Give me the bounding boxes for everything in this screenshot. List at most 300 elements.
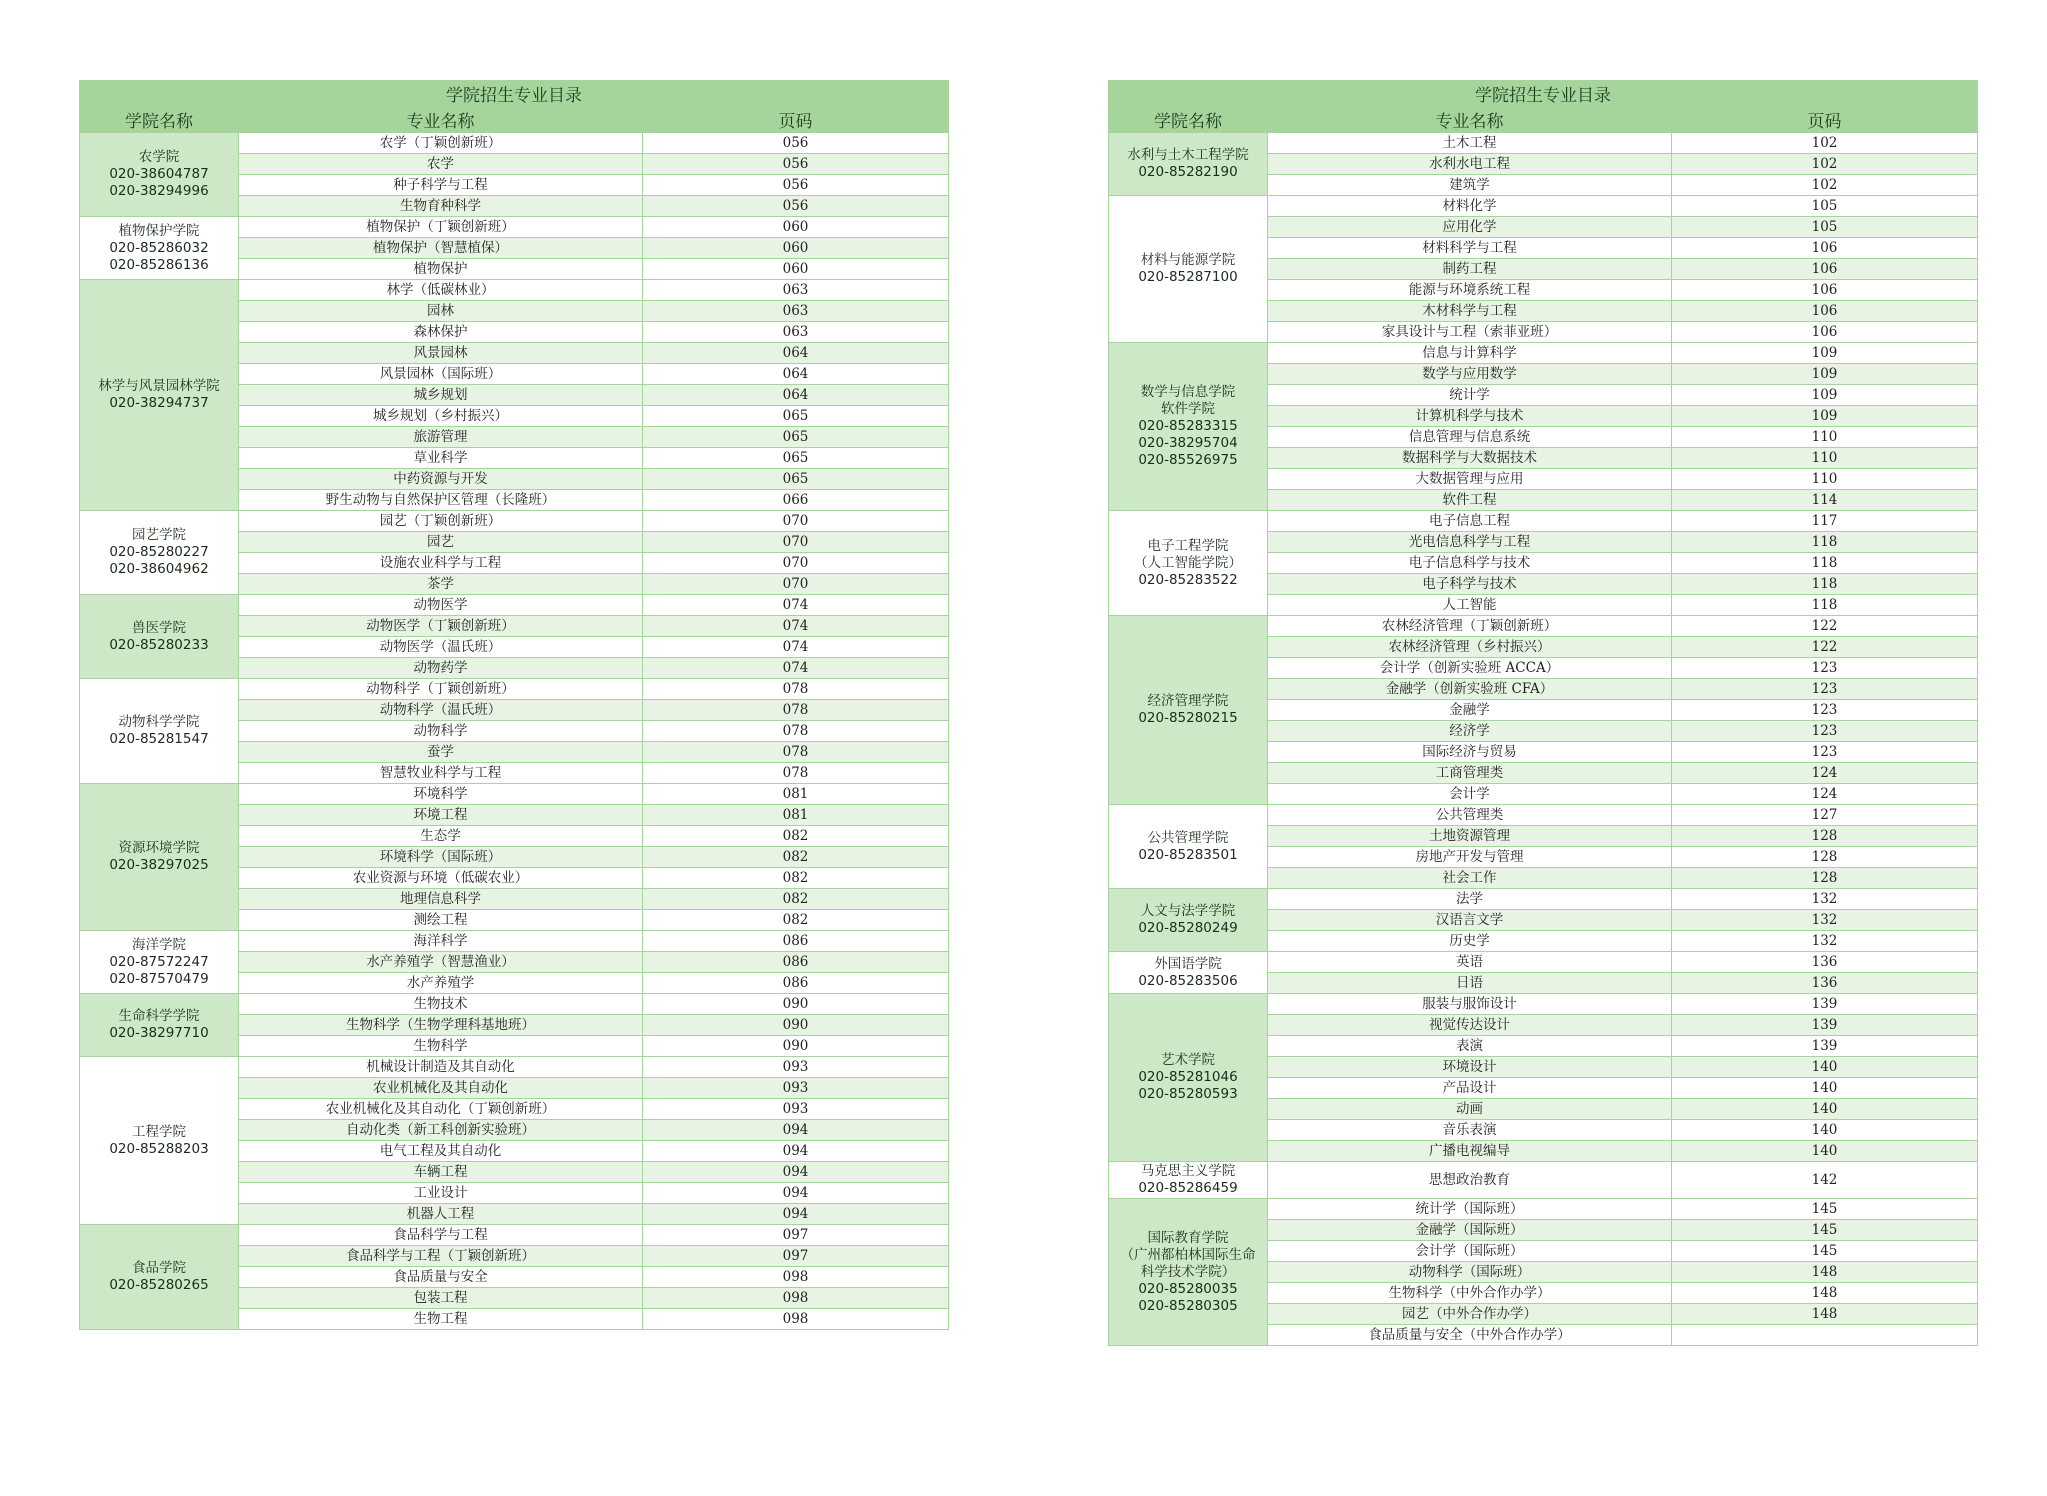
page-number: 056 (643, 154, 949, 175)
major-name: 国际经济与贸易 (1268, 742, 1672, 763)
major-name: 电子信息科学与技术 (1268, 553, 1672, 574)
major-name: 建筑学 (1268, 175, 1672, 196)
page-number: 082 (643, 826, 949, 847)
page-number: 145 (1672, 1199, 1978, 1220)
major-name: 智慧牧业科学与工程 (239, 763, 643, 784)
college-name: 农学院 (138, 149, 180, 165)
page-number: 097 (643, 1225, 949, 1246)
college-name: 国际教育学院 (1147, 1229, 1229, 1246)
table-row (1109, 511, 1978, 532)
table-row (80, 511, 949, 532)
major-name: 农林经济管理（乡村振兴） (1268, 637, 1672, 658)
major-name: 家具设计与工程（索菲亚班） (1268, 322, 1672, 343)
college-info-line: 020-85280215 (1138, 710, 1238, 726)
college-info-line: 020-85283506 (1138, 972, 1238, 989)
table-row (80, 133, 949, 154)
college-name: 动物科学学院 (118, 714, 200, 730)
major-name: 水产养殖学 (239, 973, 643, 994)
college-name: 兽医学院 (132, 619, 186, 636)
major-name: 风景园林（国际班） (239, 364, 643, 385)
major-name: 测绘工程 (239, 910, 643, 931)
page-number: 063 (643, 322, 949, 343)
page-number: 105 (1672, 217, 1978, 238)
college-cell (1109, 952, 1268, 994)
college-name: 外国语学院 (1154, 955, 1222, 972)
page-number: 140 (1672, 1099, 1978, 1120)
table-row (1109, 343, 1978, 364)
college-name: 公共管理学院 (1147, 829, 1229, 846)
major-name: 植物保护 (239, 259, 643, 280)
college-cell (1109, 1199, 1268, 1346)
page-number: 078 (643, 763, 949, 784)
page-number: 074 (643, 658, 949, 679)
page-number: 093 (643, 1078, 949, 1099)
college-cell (1109, 994, 1268, 1162)
college-cell (1109, 889, 1268, 952)
college-info-line: 020-87570479 (109, 970, 209, 987)
major-name: 动物医学（温氏班） (239, 637, 643, 658)
major-name: 海洋科学 (239, 931, 643, 952)
major-name: 城乡规划 (239, 385, 643, 406)
major-name: 音乐表演 (1268, 1120, 1672, 1141)
page-number: 094 (643, 1141, 949, 1162)
table-row (1109, 952, 1978, 973)
major-name: 农学（丁颖创新班） (239, 133, 643, 154)
page-number: 127 (1672, 805, 1978, 826)
college-info-line: 020-85526975 (1138, 452, 1238, 468)
major-name: 历史学 (1268, 931, 1672, 952)
header-major: 专业名称 (1268, 107, 1672, 133)
major-name: 产品设计 (1268, 1078, 1672, 1099)
major-name: 公共管理类 (1268, 805, 1672, 826)
major-name: 生态学 (239, 826, 643, 847)
page-number: 109 (1672, 364, 1978, 385)
college-info-line: 020-38294737 (109, 395, 209, 411)
table-row (1109, 196, 1978, 217)
major-name: 食品科学与工程 (239, 1225, 643, 1246)
table-row (1109, 1199, 1978, 1220)
table-row (1109, 994, 1978, 1015)
page-number: 128 (1672, 868, 1978, 889)
major-name: 动物科学 (239, 721, 643, 742)
catalog-title: 学院招生专业目录 (1109, 81, 1978, 107)
college-name: 资源环境学院 (118, 840, 200, 856)
college-info-line: 科学技术学院） (1140, 1263, 1236, 1280)
college-info-line: 020-85283522 (1138, 571, 1238, 588)
major-name: 园艺 (239, 532, 643, 553)
table-row (1109, 1162, 1978, 1199)
major-name: 动物药学 (239, 658, 643, 679)
major-name: 统计学 (1268, 385, 1672, 406)
page-number: 123 (1672, 700, 1978, 721)
right-catalog-panel (1108, 80, 1977, 1346)
major-name: 林学（低碳林业） (239, 280, 643, 301)
page-number: 094 (643, 1183, 949, 1204)
major-name: 电气工程及其自动化 (239, 1141, 643, 1162)
page-number: 097 (643, 1246, 949, 1267)
college-info-line: 020-85280035 (1138, 1280, 1238, 1297)
page-number: 094 (643, 1204, 949, 1225)
page-number: 093 (643, 1099, 949, 1120)
college-info-line: 020-38604787 (109, 166, 209, 182)
college-name: 生命科学学院 (118, 1008, 200, 1024)
college-info-line: 020-38297025 (109, 857, 209, 873)
major-name: 动物科学（丁颖创新班） (239, 679, 643, 700)
table-row (1109, 889, 1978, 910)
page-number: 109 (1672, 406, 1978, 427)
page-number: 122 (1672, 616, 1978, 637)
major-name: 汉语言文学 (1268, 910, 1672, 931)
college-info-line: 020-85280593 (1138, 1086, 1238, 1102)
college-name: 人文与法学学院 (1140, 903, 1236, 919)
page-number: 145 (1672, 1241, 1978, 1262)
page-number: 106 (1672, 259, 1978, 280)
college-cell (80, 511, 239, 595)
major-name: 动物科学（温氏班） (239, 700, 643, 721)
major-name: 车辆工程 (239, 1162, 643, 1183)
major-name: 木材科学与工程 (1268, 301, 1672, 322)
table-row (80, 931, 949, 952)
page-number: 098 (643, 1309, 949, 1330)
major-name: 农学 (239, 154, 643, 175)
page-number: 140 (1672, 1078, 1978, 1099)
header-college: 学院名称 (80, 107, 239, 133)
page-number: 142 (1672, 1162, 1978, 1199)
page-number: 145 (1672, 1220, 1978, 1241)
college-name: 马克思主义学院 (1140, 1163, 1236, 1179)
major-name: 森林保护 (239, 322, 643, 343)
page-number: 139 (1672, 994, 1978, 1015)
college-cell (80, 994, 239, 1057)
college-info-line: 020-85280265 (109, 1277, 209, 1293)
page-number: 140 (1672, 1120, 1978, 1141)
major-name: 工商管理类 (1268, 763, 1672, 784)
major-name: 能源与环境系统工程 (1268, 280, 1672, 301)
major-name: 野生动物与自然保护区管理（长隆班） (239, 490, 643, 511)
major-name: 包装工程 (239, 1288, 643, 1309)
header-college: 学院名称 (1109, 107, 1268, 133)
page-number: 122 (1672, 637, 1978, 658)
major-name: 法学 (1268, 889, 1672, 910)
table-row (80, 1057, 949, 1078)
major-name: 农业资源与环境（低碳农业） (239, 868, 643, 889)
major-name: 动物科学（国际班） (1268, 1262, 1672, 1283)
page-number: 078 (643, 742, 949, 763)
major-name: 生物工程 (239, 1309, 643, 1330)
college-cell (1109, 1162, 1268, 1199)
college-name: 园艺学院 (132, 527, 186, 543)
page-number: 118 (1672, 595, 1978, 616)
college-cell (80, 217, 239, 280)
college-cell (80, 784, 239, 931)
college-info-line: 020-85281547 (109, 731, 209, 747)
page-number: 094 (643, 1162, 949, 1183)
college-name: 电子工程学院 (1147, 537, 1229, 554)
page-number: 093 (643, 1057, 949, 1078)
major-name: 生物技术 (239, 994, 643, 1015)
major-name: 电子科学与技术 (1268, 574, 1672, 595)
major-name: 房地产开发与管理 (1268, 847, 1672, 868)
major-name: 信息与计算科学 (1268, 343, 1672, 364)
page-number: 063 (643, 301, 949, 322)
college-info-line: 020-87572247 (109, 953, 209, 970)
header-page: 页码 (643, 107, 949, 133)
page-number: 098 (643, 1288, 949, 1309)
major-name: 草业科学 (239, 448, 643, 469)
catalog-title: 学院招生专业目录 (80, 81, 949, 107)
major-name: 广播电视编导 (1268, 1141, 1672, 1162)
college-name: 材料与能源学院 (1140, 252, 1236, 268)
major-name: 土地资源管理 (1268, 826, 1672, 847)
major-name: 经济学 (1268, 721, 1672, 742)
college-info-line: 020-85281046 (1138, 1069, 1238, 1085)
page-number: 105 (1672, 196, 1978, 217)
major-name: 生物科学（中外合作办学） (1268, 1283, 1672, 1304)
major-name: 园艺（丁颖创新班） (239, 511, 643, 532)
college-cell (80, 931, 239, 994)
college-info-line: 020-38295704 (1138, 435, 1238, 451)
major-name: 设施农业科学与工程 (239, 553, 643, 574)
college-info-line: 020-85287100 (1138, 269, 1238, 285)
page-number: 123 (1672, 658, 1978, 679)
major-name: 食品质量与安全 (239, 1267, 643, 1288)
major-name: 植物保护（丁颖创新班） (239, 217, 643, 238)
page-number: 148 (1672, 1283, 1978, 1304)
college-info-line: 020-85283315 (1138, 418, 1238, 434)
major-name: 软件工程 (1268, 490, 1672, 511)
page-number: 064 (643, 364, 949, 385)
header-major: 专业名称 (239, 107, 643, 133)
college-cell (80, 679, 239, 784)
page-number: 070 (643, 511, 949, 532)
major-name: 农业机械化及其自动化（丁颖创新班） (239, 1099, 643, 1120)
page-number: 065 (643, 448, 949, 469)
major-name: 生物科学（生物学理科基地班） (239, 1015, 643, 1036)
table-row (80, 784, 949, 805)
page-number: 140 (1672, 1141, 1978, 1162)
college-cell (1109, 511, 1268, 616)
page-number: 118 (1672, 532, 1978, 553)
major-name: 城乡规划（乡村振兴） (239, 406, 643, 427)
page-number: 064 (643, 343, 949, 364)
major-name: 机器人工程 (239, 1204, 643, 1225)
major-name: 植物保护（智慧植保） (239, 238, 643, 259)
college-info-line: 020-85280249 (1138, 920, 1238, 936)
page-number: 106 (1672, 301, 1978, 322)
page-number: 102 (1672, 154, 1978, 175)
page-number: 060 (643, 217, 949, 238)
college-name: 数学与信息学院 (1140, 384, 1236, 400)
table-row (80, 1225, 949, 1246)
major-name: 金融学 (1268, 700, 1672, 721)
page-number: 109 (1672, 343, 1978, 364)
college-cell (1109, 196, 1268, 343)
table-row (80, 994, 949, 1015)
major-name: 金融学（创新实验班 CFA） (1268, 679, 1672, 700)
page-number: 110 (1672, 469, 1978, 490)
page-number: 063 (643, 280, 949, 301)
college-cell (80, 1225, 239, 1330)
college-info-line: 软件学院 (1161, 401, 1215, 417)
major-name: 土木工程 (1268, 133, 1672, 154)
page-number: 148 (1672, 1262, 1978, 1283)
college-name: 海洋学院 (132, 936, 186, 953)
table-row (80, 595, 949, 616)
college-name: 林学与风景园林学院 (98, 378, 220, 394)
page-number: 065 (643, 406, 949, 427)
major-name: 材料科学与工程 (1268, 238, 1672, 259)
major-name: 英语 (1268, 952, 1672, 973)
table-row (1109, 133, 1978, 154)
page-number: 102 (1672, 175, 1978, 196)
page-number (1672, 1325, 1978, 1346)
page-number: 123 (1672, 742, 1978, 763)
major-name: 统计学（国际班） (1268, 1199, 1672, 1220)
page-number: 056 (643, 175, 949, 196)
major-name: 计算机科学与技术 (1268, 406, 1672, 427)
college-info-line: 020-85286136 (109, 256, 209, 273)
page-number: 106 (1672, 238, 1978, 259)
page-number: 060 (643, 238, 949, 259)
major-name: 水产养殖学（智慧渔业） (239, 952, 643, 973)
college-info-line: 020-38297710 (109, 1025, 209, 1041)
college-info-line: （广州都柏林国际生命 (1120, 1246, 1256, 1263)
page-number: 082 (643, 847, 949, 868)
major-name: 园林 (239, 301, 643, 322)
page-number: 106 (1672, 280, 1978, 301)
page-number: 074 (643, 616, 949, 637)
page-number: 128 (1672, 826, 1978, 847)
college-cell (80, 595, 239, 679)
major-name: 动画 (1268, 1099, 1672, 1120)
page-number: 070 (643, 553, 949, 574)
table-row (80, 217, 949, 238)
table-row (1109, 616, 1978, 637)
college-info-line: 020-85286032 (109, 239, 209, 256)
table-row (80, 679, 949, 700)
college-cell (1109, 133, 1268, 196)
page-number: 117 (1672, 511, 1978, 532)
page-number: 136 (1672, 952, 1978, 973)
major-name: 信息管理与信息系统 (1268, 427, 1672, 448)
major-name: 环境设计 (1268, 1057, 1672, 1078)
page-number: 060 (643, 259, 949, 280)
major-name: 会计学（国际班） (1268, 1241, 1672, 1262)
page-number: 078 (643, 700, 949, 721)
page-number: 070 (643, 574, 949, 595)
page-number: 082 (643, 889, 949, 910)
major-name: 数学与应用数学 (1268, 364, 1672, 385)
major-name: 机械设计制造及其自动化 (239, 1057, 643, 1078)
college-cell (80, 133, 239, 217)
page-number: 082 (643, 910, 949, 931)
college-info-line: 020-85280227 (109, 544, 209, 560)
college-info-line: 020-38294996 (109, 183, 209, 199)
major-name: 蚕学 (239, 742, 643, 763)
page-number: 123 (1672, 679, 1978, 700)
page-number: 082 (643, 868, 949, 889)
page-number: 128 (1672, 847, 1978, 868)
page-number: 074 (643, 637, 949, 658)
page-number: 056 (643, 133, 949, 154)
major-name: 农业机械化及其自动化 (239, 1078, 643, 1099)
college-name: 艺术学院 (1161, 1052, 1215, 1068)
page-number: 102 (1672, 133, 1978, 154)
major-name: 大数据管理与应用 (1268, 469, 1672, 490)
page-number: 094 (643, 1120, 949, 1141)
college-cell (80, 280, 239, 511)
major-name: 环境工程 (239, 805, 643, 826)
major-name: 生物育种科学 (239, 196, 643, 217)
page-number: 132 (1672, 931, 1978, 952)
major-name: 园艺（中外合作办学） (1268, 1304, 1672, 1325)
major-name: 应用化学 (1268, 217, 1672, 238)
major-name: 食品科学与工程（丁颖创新班） (239, 1246, 643, 1267)
page-number: 118 (1672, 574, 1978, 595)
page-number: 136 (1672, 973, 1978, 994)
page-number: 065 (643, 469, 949, 490)
page-number: 110 (1672, 448, 1978, 469)
college-name: 工程学院 (132, 1123, 186, 1140)
major-name: 视觉传达设计 (1268, 1015, 1672, 1036)
major-name: 地理信息科学 (239, 889, 643, 910)
catalog-body-left (80, 133, 949, 1330)
major-name: 工业设计 (239, 1183, 643, 1204)
major-name: 环境科学（国际班） (239, 847, 643, 868)
page-number: 081 (643, 805, 949, 826)
major-name: 风景园林 (239, 343, 643, 364)
page-number: 070 (643, 532, 949, 553)
major-name: 光电信息科学与工程 (1268, 532, 1672, 553)
page-number: 074 (643, 595, 949, 616)
page-number: 065 (643, 427, 949, 448)
page-number: 090 (643, 994, 949, 1015)
college-cell (1109, 616, 1268, 805)
major-name: 水利水电工程 (1268, 154, 1672, 175)
page-number: 139 (1672, 1015, 1978, 1036)
college-info-line: （人工智能学院） (1134, 554, 1242, 571)
page-number: 090 (643, 1036, 949, 1057)
college-info-line: 020-85280233 (109, 636, 209, 653)
page-number: 056 (643, 196, 949, 217)
header-page: 页码 (1672, 107, 1978, 133)
college-info-line: 020-85280305 (1138, 1297, 1238, 1314)
page-number: 098 (643, 1267, 949, 1288)
major-name: 旅游管理 (239, 427, 643, 448)
page-number: 066 (643, 490, 949, 511)
major-name: 金融学（国际班） (1268, 1220, 1672, 1241)
catalog-body-right (1109, 133, 1978, 1346)
major-name: 茶学 (239, 574, 643, 595)
major-name: 电子信息工程 (1268, 511, 1672, 532)
college-info-line: 020-85282190 (1138, 164, 1238, 180)
page-number: 109 (1672, 385, 1978, 406)
major-name: 思想政治教育 (1268, 1162, 1672, 1199)
page-number: 064 (643, 385, 949, 406)
catalog-table-left (79, 80, 949, 1330)
college-name: 食品学院 (132, 1260, 186, 1276)
page-number: 132 (1672, 889, 1978, 910)
college-cell (1109, 805, 1268, 889)
college-info-line: 020-85283501 (1138, 846, 1238, 863)
page-number: 086 (643, 973, 949, 994)
page-number: 078 (643, 679, 949, 700)
college-info-line: 020-38604962 (109, 561, 209, 577)
page-number: 140 (1672, 1057, 1978, 1078)
page-number: 114 (1672, 490, 1978, 511)
page-number: 081 (643, 784, 949, 805)
major-name: 服装与服饰设计 (1268, 994, 1672, 1015)
